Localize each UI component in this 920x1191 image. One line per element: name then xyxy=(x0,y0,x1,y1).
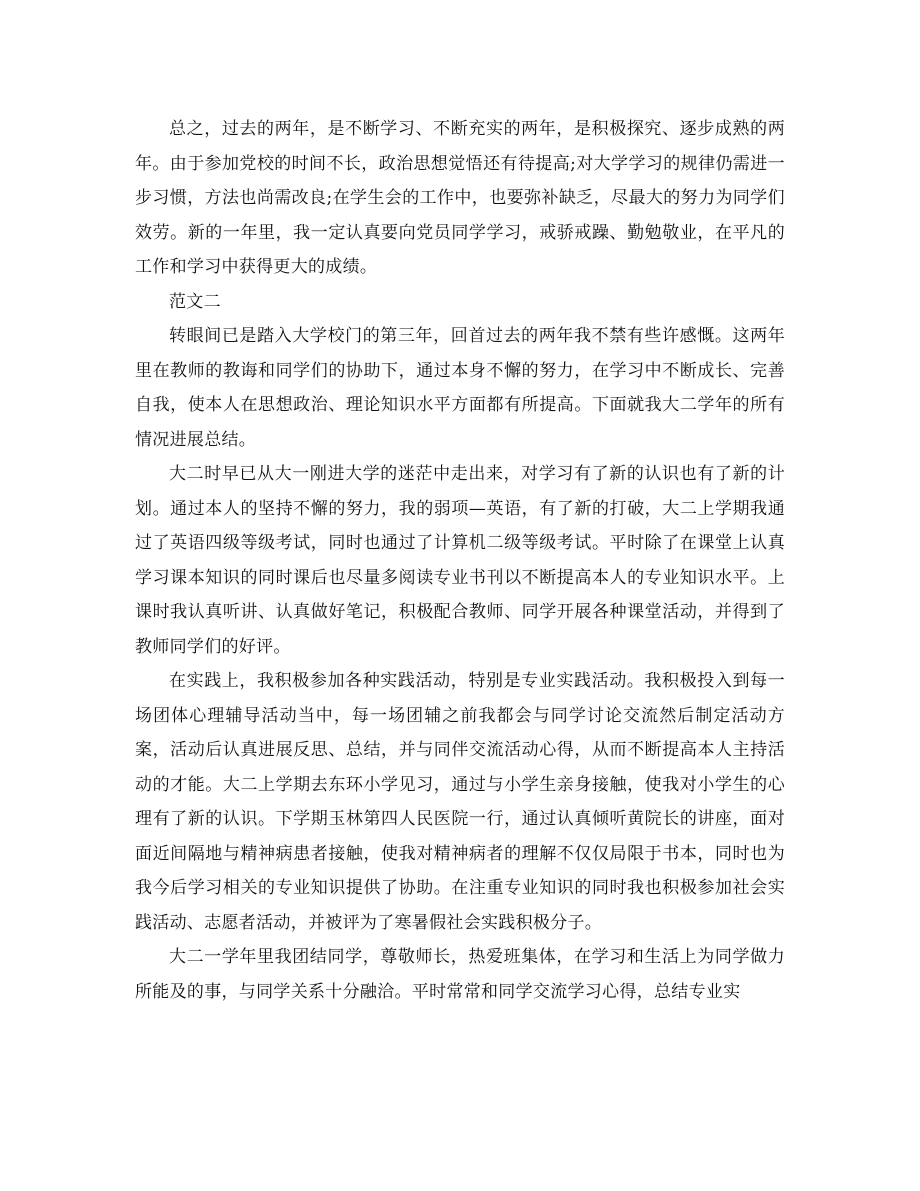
paragraph-intro: 转眼间已是踏入大学校门的第三年，回首过去的两年我不禁有些许感慨。这两年里在教师的教诲和同学们的协助下，通过本身不懈的努力，在学习中不断成长、完善自我，使本人在思想政治、理论知识水平方面都有所提高。下面就我大二学年的所有情况进展总结。 xyxy=(135,326,785,450)
paragraph-summary: 总之，过去的两年，是不断学习、不断充实的两年，是积极探究、逐步成熟的两年。由于参加党校的时间不长，政治思想觉悟还有待提高;对大学学习的规律仍需进一步习惯，方法也尚需改良;在学生会的工作中，也要弥补缺乏，尽最大的努力为同学们效劳。新的一年里，我一定认真要向党员同学学习，戒骄戒躁、勤勉敬业，在平凡的工作和学习中获得更大的成绩。 xyxy=(135,119,785,277)
document-body xyxy=(135,112,785,1009)
paragraph-study: 大二时早已从大一刚进大学的迷茫中走出来，对学习有了新的认识也有了新的计划。通过本人的坚持不懈的努力，我的弱项—英语，有了新的打破，大二上学期我通过了英语四级等级考试，同时也通过了计算机二级等级考试。平时除了在课堂上认真学习课本知识的同时课后也尽量多阅读专业书刊以不断提高本人的专业知识水平。上课时我认真听讲、认真做好笔记，积极配合教师、同学开展各种课堂活动，并得到了教师同学们的好评。 xyxy=(135,464,785,657)
section-heading: 范文二 xyxy=(169,291,221,312)
paragraph-practice: 在实践上，我积极参加各种实践活动，特别是专业实践活动。我积极投入到每一场团体心理辅导活动当中，每一场团辅之前我都会与同学讨论交流然后制定活动方案，活动后认真进展反思、总结，并与同伴交流活动心得，从而不断提高本人主持活动的才能。大二上学期去东环小学见习，通过与小学生亲身接触，使我对小学生的心理有了新的认识。下学期玉林第四人民医院一行，通过认真倾听黄院长的讲座，面对面近间隔地与精神病患者接触，使我对精神病者的理解不仅仅局限于书本，同时也为我今后学习相关的专业知识提供了协助。在注重专业知识的同时我也积极参加社会实践活动、志愿者活动，并被评为了寒暑假社会实践积极分子。 xyxy=(135,671,785,933)
paragraph-relations: 大二一学年里我团结同学，尊敬师长，热爱班集体，在学习和生活上为同学做力所能及的事，与同学关系十分融洽。平时常常和同学交流学习心得，总结专业实 xyxy=(135,947,785,1002)
